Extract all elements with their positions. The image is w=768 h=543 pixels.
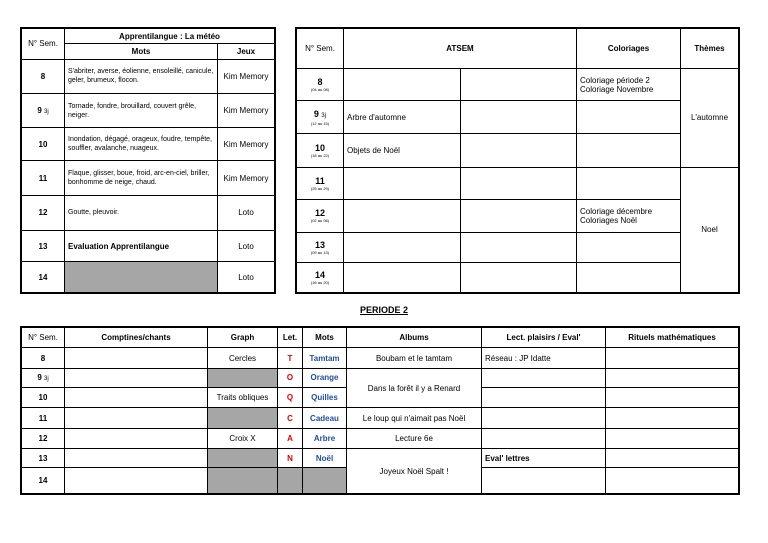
sem-cell: 11 (25 au 29) [297, 167, 344, 199]
meteo-jeux-header: Jeux [218, 44, 275, 59]
bottom-sem-header: N° Sem. [22, 328, 65, 348]
lect-cell: Réseau : JP Idatte [482, 348, 606, 368]
sem-cell: 14 (16 au 20) [297, 262, 344, 292]
atsem-cell-2 [461, 101, 577, 134]
letter-cell: C [278, 408, 303, 428]
album-cell: Le loup qui n'aimait pas Noël [347, 408, 482, 428]
comptines-header: Comptines/chants [65, 328, 208, 348]
table-row [297, 232, 739, 262]
lect-cell [482, 468, 606, 494]
atsem-cell [344, 167, 461, 199]
sem-cell: 12 [22, 196, 65, 231]
atsem-cell-2 [461, 69, 577, 101]
table-row [22, 230, 275, 262]
letter-cell: A [278, 428, 303, 448]
comptines-cell [65, 428, 208, 448]
table-row [22, 428, 739, 448]
atsem-cell [344, 199, 461, 232]
sem-cell: 13 [22, 230, 65, 262]
graph-cell: Traits obliques [208, 388, 278, 408]
rituels-cell [606, 468, 739, 494]
coloriages-cell: Coloriage décembre Coloriages Noël [577, 199, 681, 232]
lect-cell [482, 428, 606, 448]
sem-cell: 9 3j [22, 368, 65, 387]
album-cell: Joyeux Noël Spalt ! [347, 449, 482, 494]
table-row [297, 134, 739, 167]
table-row [22, 59, 275, 94]
themes-header: Thèmes [681, 29, 739, 69]
rituels-cell [606, 449, 739, 468]
atsem-cell [344, 69, 461, 101]
comptines-cell [65, 388, 208, 408]
sem-cell: 9 3j [22, 94, 65, 128]
mot-cell [303, 468, 347, 494]
coloriages-cell [577, 134, 681, 167]
sem-cell: 12 (02 au 06) [297, 199, 344, 232]
coloriages-cell [577, 232, 681, 262]
theme-noel: Noel [681, 167, 739, 293]
mots-cell [65, 262, 218, 293]
meteo-mots-header: Mots [65, 44, 218, 59]
jeux-cell: Loto [218, 230, 275, 262]
coloriages-header: Coloriages [577, 29, 681, 69]
graph-cell [208, 408, 278, 428]
graph-cell [208, 468, 278, 494]
comptines-cell [65, 408, 208, 428]
rituels-cell [606, 408, 739, 428]
coloriages-cell [577, 101, 681, 134]
comptines-cell [65, 449, 208, 468]
sem-cell: 8 [22, 348, 65, 368]
coloriages-cell: Coloriage période 2 Coloriage Novembre [577, 69, 681, 101]
mots-cell: Inondation, dégagé, orageux, foudre, tempête, souffler, avalanche, nuageux. [65, 127, 218, 161]
sem-cell: 10 (18 au 22) [297, 134, 344, 167]
table-row [22, 262, 275, 293]
sem-cell: 13 [22, 449, 65, 468]
sem-cell: 8 (04 au 08) [297, 69, 344, 101]
atsem-cell-2 [461, 134, 577, 167]
atsem-cell: Arbre d'automne [344, 101, 461, 134]
table-row [297, 69, 739, 101]
atsem-cell [344, 262, 461, 292]
table-row [297, 167, 739, 199]
atsem-sem-header: N° Sem. [297, 29, 344, 69]
table-row [22, 368, 739, 387]
album-cell: Dans la forêt il y a Renard [347, 368, 482, 408]
mots-header: Mots [303, 328, 347, 348]
album-cell: Lecture 6e [347, 428, 482, 448]
lect-header: Lect. plaisirs / Eval' [482, 328, 606, 348]
table-row [297, 262, 739, 292]
coloriages-cell [577, 262, 681, 292]
sem-cell: 10 [22, 127, 65, 161]
mot-cell: Orange [303, 368, 347, 387]
table-row [297, 199, 739, 232]
table-row [22, 161, 275, 196]
letter-cell: N [278, 449, 303, 468]
album-cell: Boubam et le tamtam [347, 348, 482, 368]
rituels-cell [606, 388, 739, 408]
atsem-cell: Objets de Noël [344, 134, 461, 167]
mots-cell: Evaluation Apprentilangue [65, 230, 218, 262]
sem-cell: 11 [22, 161, 65, 196]
letter-cell: Q [278, 388, 303, 408]
comptines-cell [65, 468, 208, 494]
jeux-cell: Kim Memory [218, 161, 275, 196]
rituels-cell [606, 428, 739, 448]
mot-cell: Cadeau [303, 408, 347, 428]
albums-header: Albums [347, 328, 482, 348]
graph-cell: Croix X [208, 428, 278, 448]
table-row [22, 348, 739, 368]
lect-cell [482, 408, 606, 428]
rituels-header: Rituels mathématiques [606, 328, 739, 348]
atsem-cell-2 [461, 167, 577, 199]
lect-cell: Eval' lettres [482, 449, 606, 468]
graph-cell: Cercles [208, 348, 278, 368]
jeux-cell: Kim Memory [218, 59, 275, 94]
meteo-title: Apprentilangue : La météo [65, 29, 275, 44]
mot-cell: Noël [303, 449, 347, 468]
sem-cell: 10 [22, 388, 65, 408]
graph-header: Graph [208, 328, 278, 348]
jeux-cell: Kim Memory [218, 127, 275, 161]
jeux-cell: Loto [218, 196, 275, 231]
mots-cell: Goutte, pleuvoir. [65, 196, 218, 231]
sem-cell: 9 3j (12 au 15) [297, 101, 344, 134]
jeux-cell: Kim Memory [218, 94, 275, 128]
atsem-cell-2 [461, 232, 577, 262]
meteo-sem-header: N° Sem. [22, 29, 65, 60]
jeux-cell: Loto [218, 262, 275, 293]
let-header: Let. [278, 328, 303, 348]
table-row [22, 127, 275, 161]
comptines-cell [65, 348, 208, 368]
table-row [22, 449, 739, 468]
sem-cell: 8 [22, 59, 65, 94]
sem-cell: 11 [22, 408, 65, 428]
atsem-table [296, 28, 739, 293]
atsem-cell-2 [461, 199, 577, 232]
mots-cell: S'abriter, averse, éolienne, ensoleillé, canicule, geler, brumeux, flocon. [65, 59, 218, 94]
periode-title: PERIODE 2 [359, 305, 408, 315]
sem-cell: 14 [22, 262, 65, 293]
theme-automne: L'automne [681, 69, 739, 167]
letter-cell: O [278, 368, 303, 387]
periode-table [21, 327, 739, 494]
sem-cell: 12 [22, 428, 65, 448]
mots-cell: Flaque, glisser, boue, froid, arc-en-ciel, briller, bonhomme de neige, chaud. [65, 161, 218, 196]
table-row [22, 408, 739, 428]
lect-cell [482, 388, 606, 408]
graph-cell [208, 368, 278, 387]
mots-cell: Tornade, fondre, brouillard, couvert grêle, neiger. [65, 94, 218, 128]
sem-cell: 13 (09 au 13) [297, 232, 344, 262]
table-row [297, 101, 739, 134]
comptines-cell [65, 368, 208, 387]
lect-cell [482, 368, 606, 387]
meteo-table [21, 28, 275, 293]
coloriages-cell [577, 167, 681, 199]
sem-cell: 14 [22, 468, 65, 494]
table-row [22, 196, 275, 231]
mot-cell: Tamtam [303, 348, 347, 368]
rituels-cell [606, 348, 739, 368]
mot-cell: Arbre [303, 428, 347, 448]
letter-cell: T [278, 348, 303, 368]
letter-cell [278, 468, 303, 494]
rituels-cell [606, 368, 739, 387]
atsem-cell-2 [461, 262, 577, 292]
table-row [22, 94, 275, 128]
atsem-header: ATSEM [344, 29, 577, 69]
atsem-cell [344, 232, 461, 262]
graph-cell [208, 449, 278, 468]
mot-cell: Quilles [303, 388, 347, 408]
